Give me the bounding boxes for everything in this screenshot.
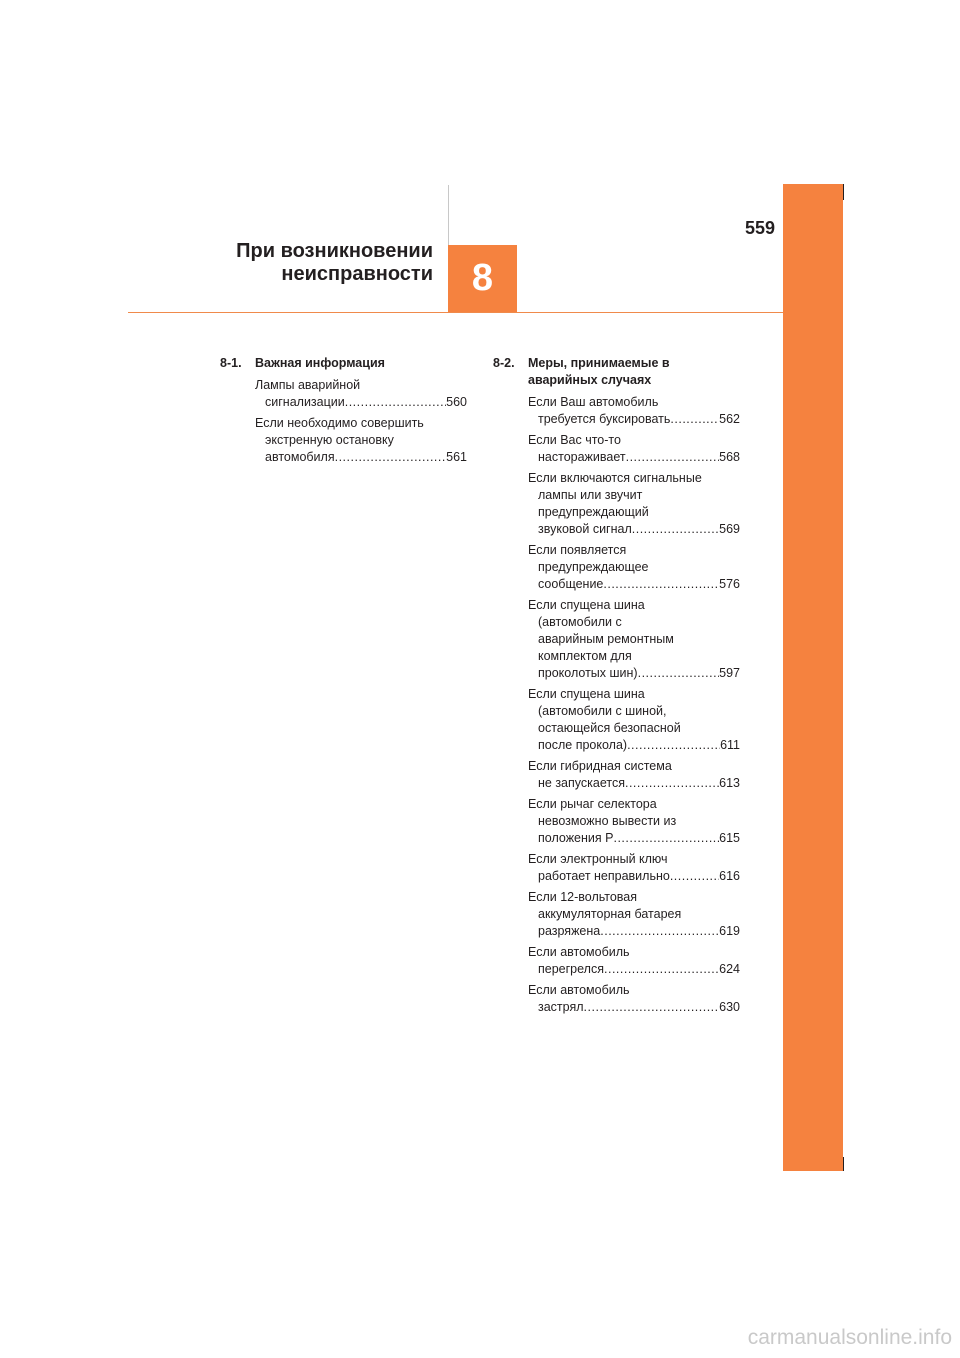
toc-entry-text: разряжена <box>538 924 601 938</box>
toc-entry[interactable] <box>255 377 467 411</box>
toc-leader-dots <box>604 961 719 978</box>
toc-leader-dots <box>626 449 720 466</box>
chapter-title-line2: неисправности <box>281 263 433 285</box>
toc-section-title: Меры, принимаемые в <box>528 356 670 370</box>
toc-entry-line: Если электронный ключ <box>528 852 668 866</box>
toc-page-ref: 560 <box>446 395 467 409</box>
toc-page-ref: 561 <box>446 450 467 464</box>
toc-page-ref: 615 <box>719 831 740 845</box>
toc-entry-text: перегрелся <box>538 962 604 976</box>
toc-leader-dots <box>603 576 719 593</box>
toc-entry[interactable] <box>255 415 467 466</box>
toc-entry-text: звуковой сигнал <box>538 522 632 536</box>
toc-entry-line: Если автомобиль <box>528 983 630 997</box>
toc-entry-line: экстренную остановку <box>265 433 394 447</box>
toc-page-ref: 569 <box>719 522 740 536</box>
toc-entry[interactable] <box>528 597 740 682</box>
toc-entry-text: работает неправильно <box>538 869 670 883</box>
toc-entry-line: предупреждающее <box>538 560 649 574</box>
toc-leader-dots <box>625 775 719 792</box>
toc-leader-dots <box>627 737 720 754</box>
toc-entry-line: Если автомобиль <box>528 945 630 959</box>
crop-mark-top <box>843 184 844 200</box>
toc-entry-text: сообщение <box>538 577 604 591</box>
toc-entry-line: (автомобили с <box>538 615 622 629</box>
header-divider-horizontal <box>128 312 783 313</box>
toc-column-left <box>220 355 467 470</box>
toc-entry-last-line <box>528 521 740 538</box>
toc-section-heading <box>493 355 740 389</box>
toc-page-ref: 562 <box>719 412 740 426</box>
toc-leader-dots <box>584 999 720 1016</box>
toc-entry-line: Если 12-вольтовая <box>528 890 638 904</box>
toc-leader-dots <box>670 411 719 428</box>
crop-mark-bottom <box>843 1157 844 1171</box>
toc-page-ref: 597 <box>719 666 740 680</box>
toc-entry[interactable] <box>528 470 740 538</box>
toc-entry-line: Если спущена шина <box>528 598 645 612</box>
toc-section-number: 8-1. <box>220 356 242 370</box>
toc-entry-line: Если Ваш автомобиль <box>528 395 659 409</box>
toc-entry-line: лампы или звучит <box>538 488 643 502</box>
toc-entry-line: аккумуляторная батарея <box>538 907 682 921</box>
toc-entry-last-line <box>528 923 740 940</box>
toc-page-ref: 619 <box>719 924 740 938</box>
toc-section-number: 8-2. <box>493 356 515 370</box>
toc-entry-line: Если появляется <box>528 543 627 557</box>
page-number: 559 <box>744 218 775 238</box>
toc-leader-dots <box>345 394 446 411</box>
toc-entry-line: Если спущена шина <box>528 687 645 701</box>
toc-entry-last-line <box>528 665 740 682</box>
toc-entry-line: остающейся безопасной <box>538 721 681 735</box>
header-divider-vertical <box>448 185 449 245</box>
toc-page-ref: 616 <box>719 869 740 883</box>
toc-leader-dots <box>335 449 447 466</box>
toc-entry-line: Если рычаг селектора <box>528 797 657 811</box>
toc-section-heading <box>220 355 467 372</box>
toc-entry-text: настораживает <box>538 450 626 464</box>
toc-entry-text: не запускается <box>538 776 625 790</box>
toc-leader-dots <box>632 521 719 538</box>
toc-entry[interactable] <box>528 686 740 754</box>
toc-page-ref: 613 <box>719 776 740 790</box>
toc-entry-text: требуется буксировать <box>538 412 671 426</box>
toc-entry[interactable] <box>528 851 740 885</box>
toc-entry-last-line <box>528 830 740 847</box>
toc-entry-text: сигнализации <box>265 395 345 409</box>
chapter-title <box>200 240 433 286</box>
toc-entry[interactable] <box>528 796 740 847</box>
toc-column-right <box>493 355 740 1020</box>
toc-entry-text: проколотых шин) <box>538 666 638 680</box>
chapter-number: 8 <box>471 257 494 299</box>
toc-entry-line: комплектом для <box>538 649 632 663</box>
toc-page-ref: 568 <box>719 450 740 464</box>
toc-entry-line: (автомобили с шиной, <box>538 704 667 718</box>
toc-entry-text: положения P <box>538 831 614 845</box>
watermark: carmanualsonline.info <box>747 1326 952 1349</box>
toc-entry[interactable] <box>528 982 740 1016</box>
toc-entry-last-line <box>255 394 467 411</box>
toc-entry[interactable] <box>528 944 740 978</box>
chapter-number-box <box>448 245 517 312</box>
toc-entry-last-line <box>528 868 740 885</box>
toc-entry-last-line <box>528 775 740 792</box>
toc-entry-line: Если необходимо совершить <box>255 416 424 430</box>
toc-entry-last-line <box>528 999 740 1016</box>
chapter-title-line1: При возникновении <box>236 240 433 262</box>
toc-entry-line: Лампы аварийной <box>255 378 361 392</box>
toc-leader-dots <box>670 868 719 885</box>
toc-section-title: Важная информация <box>255 356 385 370</box>
toc-entry[interactable] <box>528 758 740 792</box>
toc-entry[interactable] <box>528 432 740 466</box>
toc-entry-line: Если гибридная система <box>528 759 672 773</box>
toc-page-ref: 611 <box>720 738 740 752</box>
toc-entry-line: Если Вас что-то <box>528 433 621 447</box>
toc-entry-line: невозможно вывести из <box>538 814 677 828</box>
toc-page-ref: 624 <box>719 962 740 976</box>
toc-section-title: аварийных случаях <box>528 373 652 387</box>
toc-entry-line: предупреждающий <box>538 505 649 519</box>
toc-leader-dots <box>613 830 719 847</box>
toc-entry-text: автомобиля <box>265 450 335 464</box>
toc-entry-last-line <box>528 737 740 754</box>
toc-entry-line: аварийным ремонтным <box>538 632 674 646</box>
toc-entry-last-line <box>255 449 467 466</box>
chapter-side-tab <box>783 184 843 1171</box>
toc-entry-last-line <box>528 411 740 428</box>
toc-entry-last-line <box>528 961 740 978</box>
toc-entry-last-line <box>528 449 740 466</box>
toc-page-ref: 630 <box>719 1000 740 1014</box>
toc-entry-last-line <box>528 576 740 593</box>
toc-entry[interactable] <box>528 394 740 428</box>
toc-leader-dots <box>600 923 719 940</box>
toc-page-ref: 576 <box>719 577 740 591</box>
toc-entry-text: застрял <box>538 1000 584 1014</box>
toc-entry-line: Если включаются сигнальные <box>528 471 702 485</box>
toc-entry[interactable] <box>528 889 740 940</box>
toc-leader-dots <box>638 665 720 682</box>
toc-entry-text: после прокола) <box>538 738 628 752</box>
toc-entry[interactable] <box>528 542 740 593</box>
